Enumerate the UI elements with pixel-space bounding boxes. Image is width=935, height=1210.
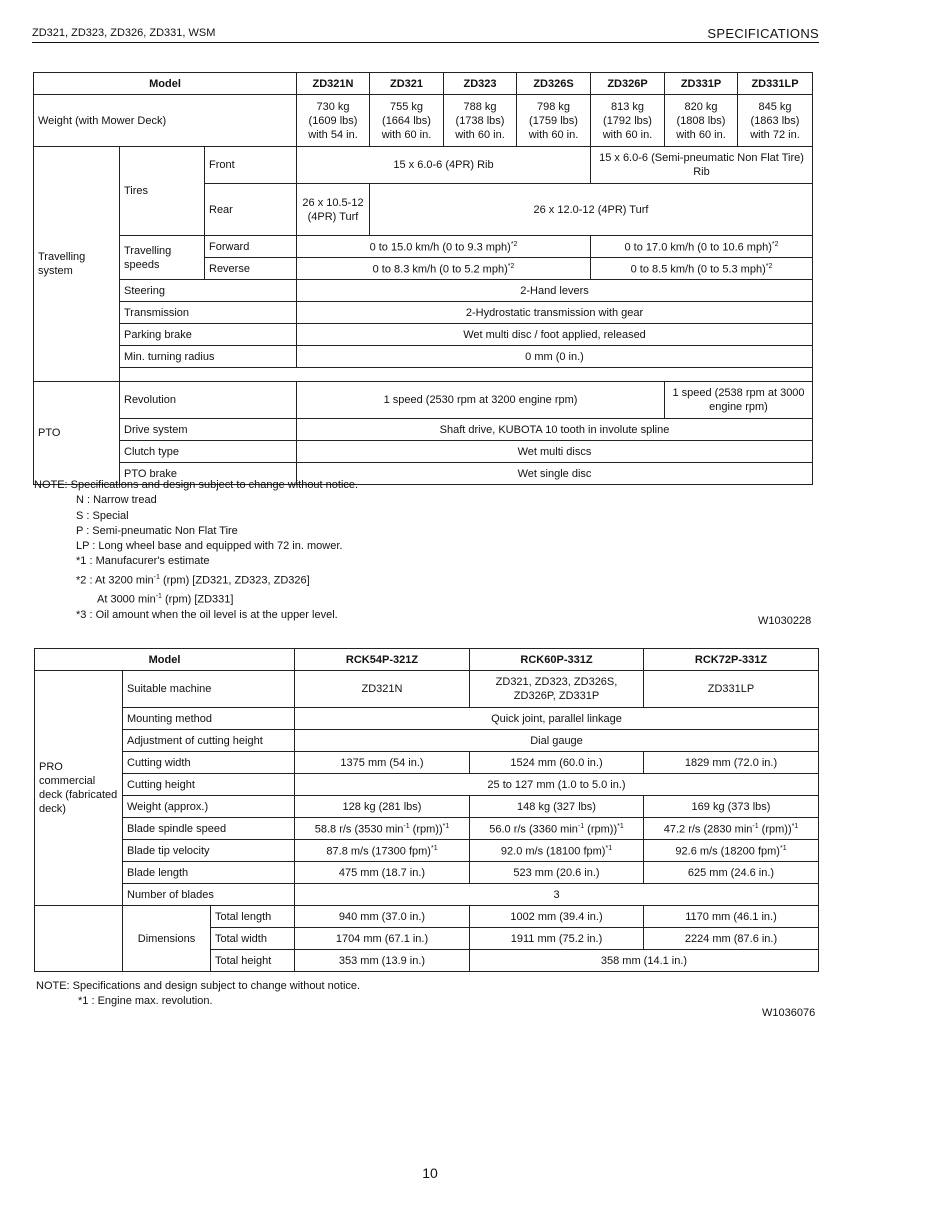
steering-value: 2-Hand levers [297,280,813,302]
clutch-type-label: Clutch type [120,441,297,463]
mounting-row [35,708,819,730]
note-2 [36,979,360,1010]
pto-label: PTO [34,382,120,485]
header-rule [32,42,819,43]
deck-weight-54: 128 kg (281 lbs) [295,796,470,818]
note-2-title: NOTE: Specifications and design subject to change without notice. [36,980,361,992]
total-height-label: Total height [211,950,295,972]
total-length-60: 1002 mm (39.4 in.) [470,906,644,928]
reverse-speed-b: 0 to 8.5 km/h (0 to 5.3 mph)$^{*2}$ [591,258,813,280]
reverse-speed-a: 0 to 8.3 km/h (0 to 5.2 mph)$^{*2}$ [297,258,591,280]
total-width-72: 2224 mm (87.6 in.) [644,928,819,950]
spindle-label: Blade spindle speed [123,818,295,840]
deck-model-60: RCK60P-331Z [470,649,644,671]
front-label: Front [205,147,297,184]
deck-weight-row [35,796,819,818]
forward-speed-b: 0 to 17.0 km/h (0 to 10.6 mph)$^{*2}$ [591,236,813,258]
spindle-row [35,818,819,840]
weight-cell: 813 kg (1792 lbs) with 60 in. [591,95,665,147]
suitable-72: ZD331LP [644,671,819,708]
cutting-width-54: 1375 mm (54 in.) [295,752,470,774]
cutting-width-row [35,752,819,774]
dimensions-label: Dimensions [123,906,211,972]
weight-cell: 730 kg (1609 lbs) with 54 in. [297,95,370,147]
revolution-label: Revolution [120,382,297,419]
blade-length-54: 475 mm (18.7 in.) [295,862,470,884]
spindle-54: 58.8 r/s (3530 $\min^{-1} (rpm))^{*1}$ [295,818,470,840]
total-width-54: 1704 mm (67.1 in.) [295,928,470,950]
cutting-height-row [35,774,819,796]
deck-weight-label: Weight (approx.) [123,796,295,818]
forward-row [34,236,813,258]
tip-row [35,840,819,862]
spacer-row [34,368,813,382]
model-zd326p: ZD326P [591,73,665,95]
model-zd326s: ZD326S [517,73,591,95]
weight-cell: 798 kg (1759 lbs) with 60 in. [517,95,591,147]
total-height-54: 353 mm (13.9 in.) [295,950,470,972]
total-length-54: 940 mm (37.0 in.) [295,906,470,928]
tip-label: Blade tip velocity [123,840,295,862]
forward-speed-a: 0 to 15.0 km/h (0 to 9.3 mph)$^{*2}$ [297,236,591,258]
model-zd323: ZD323 [444,73,517,95]
parking-brake-value: Wet multi disc / foot applied, released [297,324,813,346]
tip-54: 87.8 m/s (17300 fpm)$^{*1}$ [295,840,470,862]
travelling-speeds-label: Travelling speeds [120,236,205,280]
note-lp: LP : Long wheel base and equipped with 72 in. mower. [76,540,343,553]
suitable-label: Suitable machine [123,671,295,708]
note-p: P : Semi-pneumatic Non Flat Tire [76,524,238,537]
header-right: SPECIFICATIONS [707,26,819,41]
turning-radius-row [34,346,813,368]
model-row [34,73,813,95]
deck-model-row [35,649,819,671]
revolution-row [34,382,813,419]
spindle-60: 56.0 r/s (3360 $\min^{-1} (rpm))^{*1}$ [470,818,644,840]
deck-group-label: PRO commercial deck (fabricated deck) [35,671,123,906]
deck-weight-60: 148 kg (327 lbs) [470,796,644,818]
rear-label: Rear [205,184,297,236]
pto-brake-label: PTO brake [120,463,297,485]
total-length-label: Total length [211,906,295,928]
transmission-value: 2-Hydrostatic transmission with gear [297,302,813,324]
cutting-width-label: Cutting width [123,752,295,774]
reverse-label: Reverse [205,258,297,280]
adjustment-label: Adjustment of cutting height [123,730,295,752]
drive-system-row [34,419,813,441]
blade-length-row [35,862,819,884]
deck-spec-table [34,648,819,972]
deck-group-spacer [35,906,123,928]
steering-label: Steering [120,280,297,302]
blade-length-72: 625 mm (24.6 in.) [644,862,819,884]
cutting-width-72: 1829 mm (72.0 in.) [644,752,819,774]
note-1 [34,478,358,623]
model-label: Model [34,73,297,95]
tires-label: Tires [120,147,205,236]
note-star3: *3 : Oil amount when the oil level is at the upper level. [76,608,338,621]
num-blades-row [35,884,819,906]
front-tire-semi: 15 x 6.0-6 (Semi-pneumatic Non Flat Tire) Rib [591,147,813,184]
note-star2a: *2 : At 3200 $\min^{-1} (rpm)$ [ZD321, ZD323, ZD326] [76,573,310,587]
drive-system-label: Drive system [120,419,297,441]
weight-cell: 788 kg (1738 lbs) with 60 in. [444,95,517,147]
header-left: ZD321, ZD323, ZD326, ZD331, WSM [32,27,216,39]
tires-front-row [34,147,813,184]
total-length-72: 1170 mm (46.1 in.) [644,906,819,928]
transmission-row [34,302,813,324]
deck-group-spacer [35,928,123,950]
parking-brake-label: Parking brake [120,324,297,346]
blade-length-label: Blade length [123,862,295,884]
model-zd331lp: ZD331LP [738,73,813,95]
drive-system-value: Shaft drive, KUBOTA 10 tooth in involute spline [297,419,813,441]
suitable-54: ZD321N [295,671,470,708]
deck-model-54: RCK54P-321Z [295,649,470,671]
note-star2b: At 3000 $\min^{-1} (rpm)$ [ZD331] [97,592,234,606]
front-tire-std: 15 x 6.0-6 (4PR) Rib [297,147,591,184]
weight-cell: 820 kg (1808 lbs) with 60 in. [665,95,738,147]
note-s: S : Special [76,509,129,522]
model-zd331p: ZD331P [665,73,738,95]
total-height-60-72: 358 mm (14.1 in.) [470,950,819,972]
weight-cell: 755 kg (1664 lbs) with 60 in. [370,95,444,147]
suitable-row [35,671,819,708]
mounting-value: Quick joint, parallel linkage [295,708,819,730]
mounting-label: Mounting method [123,708,295,730]
steering-row [34,280,813,302]
num-blades-value: 3 [295,884,819,906]
note-1-title: NOTE: Specifications and design subject to change without notice. [34,479,359,491]
travelling-system-label: Travelling system [34,147,120,382]
total-length-row [35,906,819,928]
weight-cell: 845 kg (1863 lbs) with 72 in. [738,95,813,147]
clutch-type-row [34,441,813,463]
spindle-72: 47.2 r/s (2830 $\min^{-1} (rpm))^{*1}$ [644,818,819,840]
deck-weight-72: 169 kg (373 lbs) [644,796,819,818]
tractor-spec-table [33,72,813,485]
note-2-star1: *1 : Engine max. revolution. [78,995,213,1008]
pto-brake-value: Wet single disc [297,463,813,485]
page-number: 10 [422,1165,438,1181]
forward-label: Forward [205,236,297,258]
cutting-height-value: 25 to 127 mm (1.0 to 5.0 in.) [295,774,819,796]
tip-60: 92.0 m/s (18100 fpm)$^{*1}$ [470,840,644,862]
parking-brake-row [34,324,813,346]
ref-code-2: W1036076 [762,1007,816,1019]
suitable-60: ZD321, ZD323, ZD326S, ZD326P, ZD331P [470,671,644,708]
ref-code-1: W1030228 [758,615,812,627]
model-zd321: ZD321 [370,73,444,95]
blade-length-60: 523 mm (20.6 in.) [470,862,644,884]
weight-row [34,95,813,147]
clutch-type-value: Wet multi discs [297,441,813,463]
revolution-b: 1 speed (2538 rpm at 3000 engine rpm) [665,382,813,419]
deck-model-label: Model [35,649,295,671]
num-blades-label: Number of blades [123,884,295,906]
rear-tire-other: 26 x 12.0-12 (4PR) Turf [370,184,813,236]
revolution-a: 1 speed (2530 rpm at 3200 engine rpm) [297,382,665,419]
deck-model-72: RCK72P-331Z [644,649,819,671]
deck-group-spacer [35,950,123,972]
weight-label: Weight (with Mower Deck) [34,95,297,147]
adjustment-row [35,730,819,752]
model-zd321n: ZD321N [297,73,370,95]
tip-72: 92.6 m/s (18200 fpm)$^{*1}$ [644,840,819,862]
note-star1: *1 : Manufacurer's estimate [76,555,210,568]
turning-radius-label: Min. turning radius [120,346,297,368]
total-width-60: 1911 mm (75.2 in.) [470,928,644,950]
total-width-label: Total width [211,928,295,950]
turning-radius-value: 0 mm (0 in.) [297,346,813,368]
transmission-label: Transmission [120,302,297,324]
cutting-width-60: 1524 mm (60.0 in.) [470,752,644,774]
note-n: N : Narrow tread [76,494,157,507]
cutting-height-label: Cutting height [123,774,295,796]
adjustment-value: Dial gauge [295,730,819,752]
rear-tire-zd321n: 26 x 10.5-12 (4PR) Turf [297,184,370,236]
